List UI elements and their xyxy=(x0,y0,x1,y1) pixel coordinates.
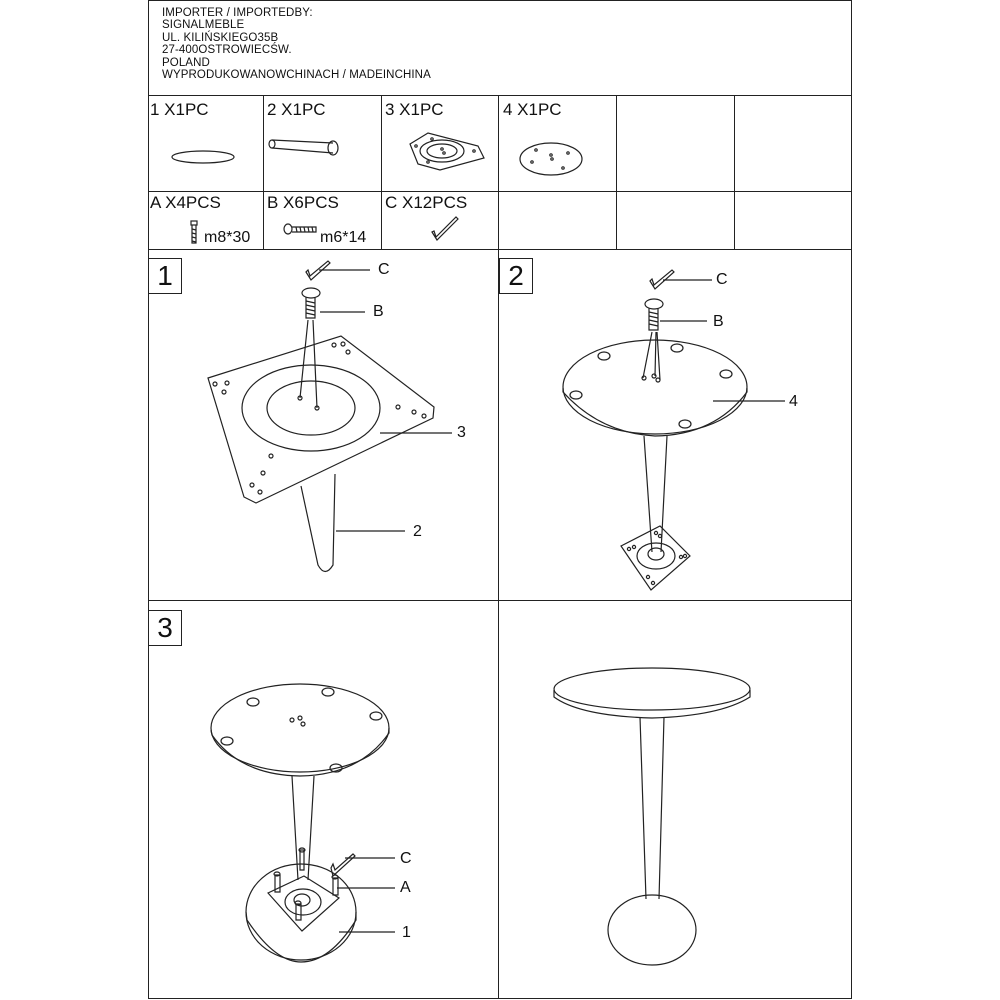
callout-b: B xyxy=(373,303,384,320)
part-3-label: 3 X1PC xyxy=(385,100,444,119)
hardware-c-label: C X12PCS xyxy=(385,193,468,212)
callout-2: 2 xyxy=(413,523,422,540)
mounting-plate-icon xyxy=(410,133,484,170)
leader-lines xyxy=(660,280,785,401)
callout-3: 3 xyxy=(457,424,466,441)
importer-line: WYPRODUKOWANOWCHINACH / MADEINCHINA xyxy=(162,69,431,82)
hardware-b-size: m6*14 xyxy=(320,229,367,246)
part-1-label: 1 X1PC xyxy=(150,100,209,119)
callout-b: B xyxy=(713,313,724,330)
base-disc-icon xyxy=(172,151,234,163)
callout-1: 1 xyxy=(402,924,411,941)
importer-line: SIGNALMEBLE xyxy=(162,19,245,32)
callout-4: 4 xyxy=(789,393,798,410)
step3-allen-key xyxy=(331,854,355,876)
leader-lines xyxy=(319,270,452,531)
final-table xyxy=(554,668,750,965)
step-2-number: 2 xyxy=(499,258,533,294)
importer-line: UL. KILIŃSKIEGO35B xyxy=(162,31,279,44)
importer-line: IMPORTER / IMPORTEDBY: xyxy=(162,7,313,19)
bolt-m6-icon xyxy=(284,224,316,234)
step3-bolts xyxy=(274,848,338,920)
step3-tabletop xyxy=(211,684,389,776)
importer-line: POLAND xyxy=(162,56,210,69)
step2-base-plate xyxy=(621,526,690,590)
step3-base-plate xyxy=(268,876,339,931)
step-3-number: 3 xyxy=(148,610,182,646)
step-1-number: 1 xyxy=(148,258,182,294)
allen-key-icon xyxy=(432,217,458,240)
bolt-m8-icon xyxy=(191,221,197,243)
part-4-label: 4 X1PC xyxy=(503,100,562,119)
callout-c: C xyxy=(400,850,412,867)
hardware-a-label: A X4PCS xyxy=(150,193,221,212)
callout-c: C xyxy=(716,271,728,288)
part-2-label: 2 X1PC xyxy=(267,100,326,119)
step1-plate xyxy=(208,336,434,503)
hardware-b-label: B X6PCS xyxy=(267,193,339,212)
hardware-a-size: m8*30 xyxy=(204,229,251,246)
importer-line: 27-400OSTROWIECŚW. xyxy=(162,44,292,57)
leader-lines xyxy=(337,858,395,932)
leg-tube-icon xyxy=(269,140,338,155)
tabletop-icon xyxy=(520,143,582,175)
callout-c: C xyxy=(378,261,390,278)
callout-a: A xyxy=(400,879,411,896)
step1-leg xyxy=(301,474,335,572)
